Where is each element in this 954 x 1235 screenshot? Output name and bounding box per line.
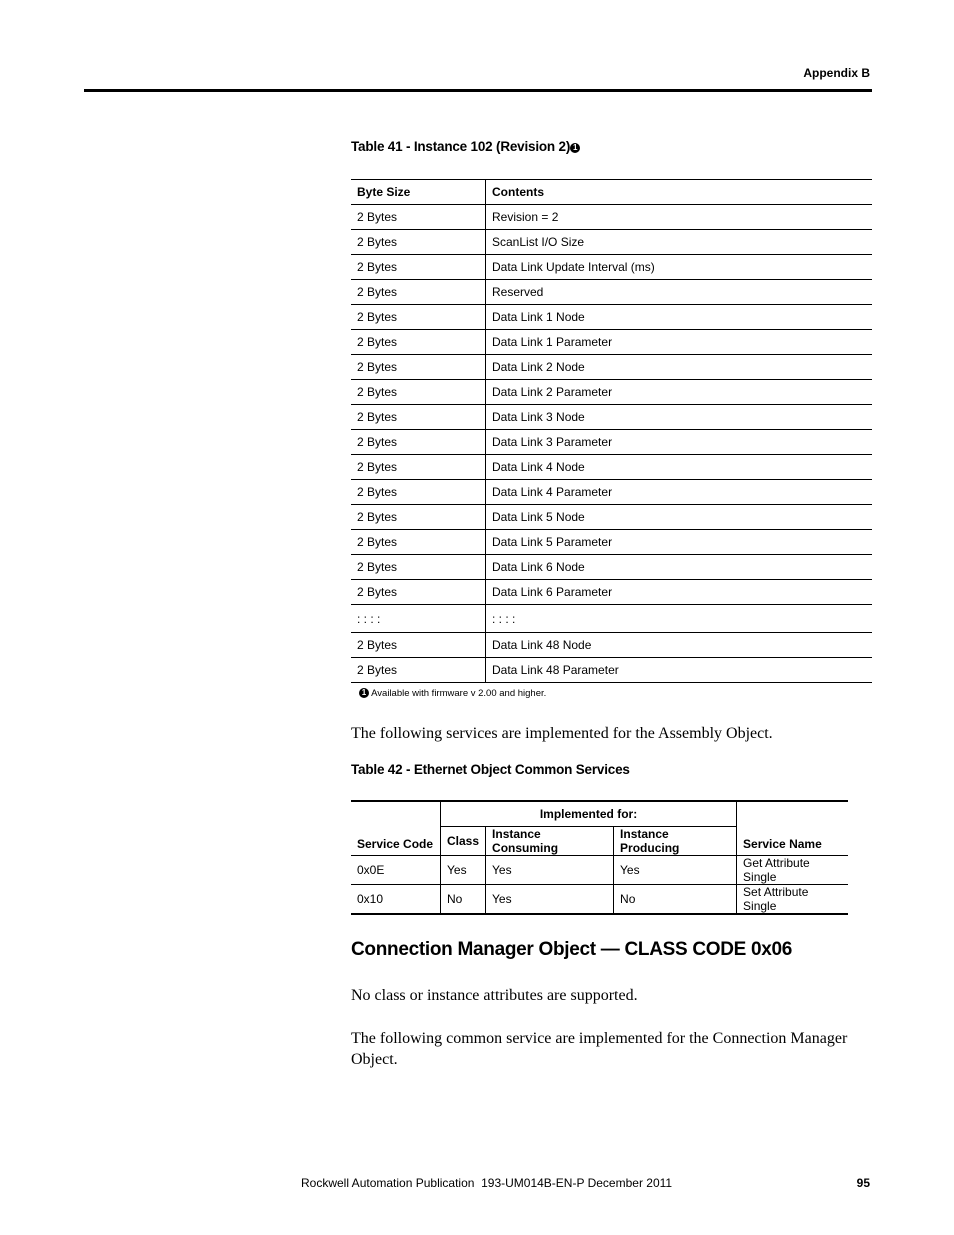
table-row [351,856,848,885]
table-row [351,305,872,330]
header-section-label: Appendix B [803,66,870,80]
paragraph-connection-manager-services: The following common service are implemented for the Connection Manager Object. [351,1030,848,1068]
table42-header-row-1 [351,801,848,827]
instance-producing-cell: No [614,885,737,915]
service-code-cell: 0x10 [351,885,441,915]
table-row [351,430,872,455]
table42-col-service-name: Service Name [737,801,848,856]
table-row [351,230,872,255]
table42-col-instance-producing: Instance Producing [614,827,737,856]
byte-size-cell: 2 Bytes [351,305,486,330]
footnote-text: Available with firmware v 2.00 and higher. [371,688,547,699]
table41-caption-text: Table 41 - Instance 102 (Revision 2) [351,139,571,154]
table41-col-byte-size: Byte Size [351,180,486,205]
contents-cell: Data Link 1 Parameter [486,330,873,355]
contents-cell: ScanList I/O Size [486,230,873,255]
contents-cell: Data Link 3 Node [486,405,873,430]
byte-size-cell: 2 Bytes [351,555,486,580]
byte-size-cell: 2 Bytes [351,380,486,405]
class-cell: No [441,885,486,915]
table-row [351,480,872,505]
footnote-marker-icon: 1 [359,688,369,698]
footer-page-number: 95 [856,1176,870,1190]
table-row [351,355,872,380]
instance-consuming-cell: Yes [486,856,614,885]
byte-size-cell: 2 Bytes [351,330,486,355]
contents-cell: Data Link 48 Node [486,633,873,658]
instance-consuming-cell: Yes [486,885,614,915]
table-row [351,255,872,280]
table41-header-row [351,180,872,205]
table-row-ellipsis [351,605,872,633]
paragraph-assembly-services: The following services are implemented for the Assembly Object. [351,725,773,742]
table-row [351,530,872,555]
byte-size-cell: 2 Bytes [351,355,486,380]
byte-size-cell: : : : : [351,605,486,633]
table-row [351,380,872,405]
contents-cell: Reserved [486,280,873,305]
table-row [351,205,872,230]
byte-size-cell: 2 Bytes [351,480,486,505]
table-row [351,455,872,480]
contents-cell: Data Link 5 Node [486,505,873,530]
byte-size-cell: 2 Bytes [351,430,486,455]
contents-cell: Data Link 2 Parameter [486,380,873,405]
class-cell: Yes [441,856,486,885]
table-row [351,885,848,915]
service-name-cell: Set Attribute Single [737,885,848,915]
service-code-cell: 0x0E [351,856,441,885]
table-row [351,405,872,430]
section-title: Connection Manager Object — CLASS CODE 0x06 [351,939,793,960]
paragraph-no-attributes: No class or instance attributes are supported. [351,987,638,1004]
table-row [351,505,872,530]
contents-cell: Data Link 6 Node [486,555,873,580]
header-rule [84,89,872,92]
contents-cell: Data Link 4 Parameter [486,480,873,505]
byte-size-cell: 2 Bytes [351,530,486,555]
byte-size-cell: 2 Bytes [351,580,486,605]
contents-cell: Data Link 4 Node [486,455,873,480]
table42-group-implemented-for: Implemented for: [441,801,737,827]
contents-cell: Revision = 2 [486,205,873,230]
byte-size-cell: 2 Bytes [351,255,486,280]
footer-publication: Rockwell Automation Publication 193-UM014B-EN-P December 2011 [301,1176,673,1190]
table41-caption [351,139,580,154]
contents-cell: Data Link 1 Node [486,305,873,330]
contents-cell: Data Link 48 Parameter [486,658,873,683]
byte-size-cell: 2 Bytes [351,658,486,683]
byte-size-cell: 2 Bytes [351,205,486,230]
table42 [351,800,848,915]
table-row [351,658,872,683]
contents-cell: Data Link 3 Parameter [486,430,873,455]
byte-size-cell: 2 Bytes [351,230,486,255]
contents-cell: Data Link 6 Parameter [486,580,873,605]
byte-size-cell: 2 Bytes [351,505,486,530]
service-name-cell: Get Attribute Single [737,856,848,885]
contents-cell: Data Link 2 Node [486,355,873,380]
table-row [351,280,872,305]
byte-size-cell: 2 Bytes [351,455,486,480]
table-row [351,330,872,355]
contents-cell: Data Link Update Interval (ms) [486,255,873,280]
contents-cell: Data Link 5 Parameter [486,530,873,555]
instance-producing-cell: Yes [614,856,737,885]
table-row [351,555,872,580]
table41 [351,179,872,683]
footnote-marker-icon: 1 [570,143,580,153]
byte-size-cell: 2 Bytes [351,633,486,658]
table-row [351,633,872,658]
byte-size-cell: 2 Bytes [351,405,486,430]
table42-col-class: Class [441,827,486,856]
table-row [351,580,872,605]
table42-col-instance-consuming: Instance Consuming [486,827,614,856]
byte-size-cell: 2 Bytes [351,280,486,305]
contents-cell: : : : : [486,605,873,633]
table42-caption: Table 42 - Ethernet Object Common Services [351,762,630,777]
table42-col-service-code: Service Code [351,801,441,856]
table41-col-contents: Contents [486,180,873,205]
table41-footnote [359,688,546,699]
